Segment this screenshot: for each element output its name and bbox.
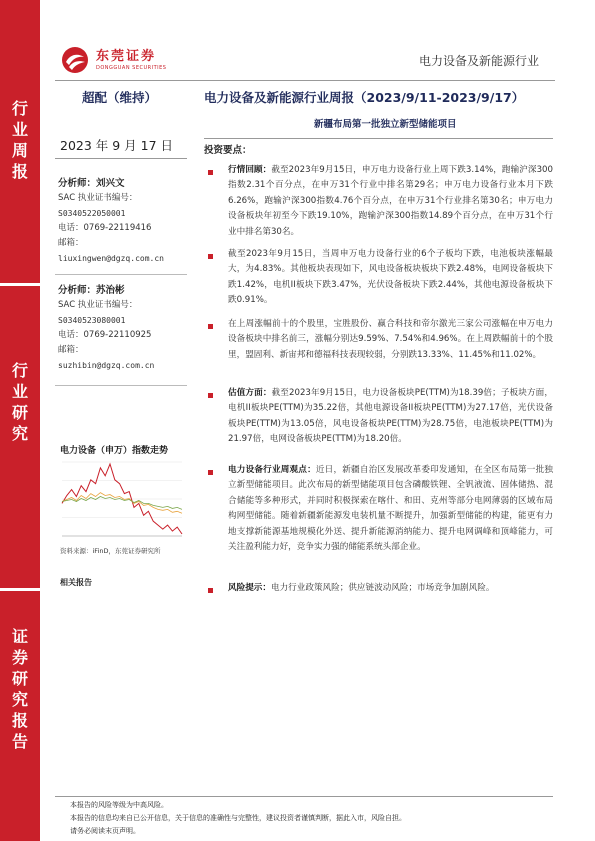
email-label: 邮箱： xyxy=(58,238,84,248)
chart-series-line-2 xyxy=(62,493,182,514)
cert-label: SAC 执业证书编号： xyxy=(58,300,138,310)
point-label: 行情回顾： xyxy=(228,165,272,175)
disclaimer-note: 本报告的信息均来自已公开信息，关于信息的准确性与完整性，建议投资者谨慎判断，据此入市，风险自担。 xyxy=(70,814,406,822)
chart-source: 资料来源：iFinD，东莞证券研究所 xyxy=(60,547,161,555)
cert-number: S0340522050001 xyxy=(58,209,126,218)
logo-mark-icon xyxy=(60,45,90,75)
point-label: 估值方面： xyxy=(228,388,272,398)
bullet-icon xyxy=(208,393,213,398)
company-logo: 东莞证券 DONGGUAN SECURITIES xyxy=(60,44,166,76)
email-label: 邮箱： xyxy=(58,345,84,355)
industry-label: 电力设备及新能源行业 xyxy=(418,54,539,68)
analyst-label: 分析师： xyxy=(58,285,97,296)
bullet-icon xyxy=(208,254,213,259)
analyst-email[interactable]: liuxingwen@dgzq.com.cn xyxy=(58,254,164,263)
point-sub-sectors: 截至2023年9月15日，当周申万电力设备行业的6个子板均下跌，电池板块涨幅最大，为4.83%。其他板块表现如下，风电设备板块板块下跌2.48%，电网设备板块下跌1.42%，电机II板块下跌3.47%，光伏设备板块下跌2.44%，其他电源设备板块下跌0.91%。 xyxy=(228,249,553,306)
chart-title: 电力设备（申万）指数走势 xyxy=(60,446,169,456)
date-divider xyxy=(55,158,187,159)
side-label-weekly: 行 业 周 报 xyxy=(11,99,28,181)
read-statement-note: 请务必阅读末页声明。 xyxy=(70,827,140,835)
analyst-card xyxy=(58,176,198,266)
bullet-icon xyxy=(208,588,213,593)
analyst-divider xyxy=(55,274,187,275)
side-band xyxy=(0,0,40,841)
point-weekly-view: 电力设备行业周观点：近日，新疆自治区发展改革委印发通知，在全区布局第一批独立新型储能项目。此次布局的新型储能项目包含磷酸铁锂、全钒液流、固体储热、混合储能等多种形式，并同时积极探索在喀什、和田、克州等部分电网薄弱的区域布局构网型储能。随着新疆新能源发电装机量不断提升，加强新型储能的构建，能更有力地支撑新能源基地规模化外送、提升新能源消纳能力、提升电网调峰和顶峰能力，可关注盈利能力好，竞争实力强的储能系统头部企业。 xyxy=(228,465,553,553)
analyst-phone: 电话：0769-22119416 xyxy=(58,223,152,233)
point-label: 风险提示： xyxy=(228,583,271,593)
analyst-card xyxy=(58,283,198,373)
cert-number: S0340523080001 xyxy=(58,316,126,325)
rating: 超配（维持） xyxy=(82,90,158,105)
analyst-phone: 电话：0769-22110925 xyxy=(58,330,152,340)
side-divider xyxy=(0,588,40,591)
points-title: 投资要点： xyxy=(204,145,252,156)
analyst-divider xyxy=(55,385,187,386)
bullet-icon xyxy=(208,170,213,175)
point-risk: 风险提示：电力行业政策风险；供应链波动风险；市场竞争加剧风险。 xyxy=(228,583,495,593)
analyst-name: 苏治彬 xyxy=(96,285,125,296)
analyst-email[interactable]: suzhibin@dgzq.com.cn xyxy=(58,361,155,370)
related-reports-heading: 相关报告 xyxy=(60,578,92,587)
body-divider xyxy=(204,138,553,139)
header-divider xyxy=(55,80,555,81)
report-subtitle: 新疆布局第一批独立新型储能项目 xyxy=(314,119,457,130)
footer xyxy=(70,799,406,838)
point-market-review: 行情回顾：截至2023年9月15日，申万电力设备行业上周下跌3.14%，跑输沪深300指数2.31个百分点，在申万31个行业中排名第29名；申万电力设备行业本月下跌6.26%，跑输沪深300指数4.76个百分点，在申万31个行业排名第30名；申万电力设备板块年初至今下跌19.10%，跑输沪深300指数14.89个百分点，在申万31个行业中排名第30名。 xyxy=(228,165,553,237)
side-divider xyxy=(0,283,40,286)
report-title: 电力设备及新能源行业周报（2023/9/11-2023/9/17） xyxy=(204,90,525,105)
bullet-icon xyxy=(208,324,213,329)
report-date: 2023 年 9 月 17 日 xyxy=(60,138,174,153)
point-label: 电力设备行业周观点： xyxy=(228,465,316,475)
risk-level-note: 本报告的风险等级为中高风险。 xyxy=(70,801,168,809)
side-label-report: 证 券 研 究 报 告 xyxy=(11,627,28,751)
point-stocks: 在上周涨幅前十的个股里，宝胜股份、赢合科技和帝尔激光三家公司涨幅在申万电力设备板块中排名前三，涨幅分别达9.59%、7.54%和4.96%。在上周跌幅前十的个股里，盟固利、新宙邦和德福科技表现较弱，分别跌13.33%、11.45%和11.02%。 xyxy=(228,319,553,360)
side-label-research: 行 业 研 究 xyxy=(11,361,28,443)
point-valuation: 估值方面：截至2023年9月15日，电力设备板块PE(TTM)为18.39倍；子板块方面，电机II板块PE(TTM)为35.22倍，其他电源设备II板块PE(TTM)为27.17倍，光伏设备板块PE(TTM)为13.05倍，风电设备板块PE(TTM)为28.75倍，电池板块PE(TTM)为21.97倍，电网设备板块PE(TTM)为18.20倍。 xyxy=(228,388,553,445)
bullet-icon xyxy=(208,470,213,475)
analyst-label: 分析师： xyxy=(58,178,97,189)
cert-label: SAC 执业证书编号： xyxy=(58,193,138,203)
index-trend-chart xyxy=(58,458,186,540)
analyst-name: 刘兴文 xyxy=(96,178,125,189)
footer-divider xyxy=(55,796,553,797)
